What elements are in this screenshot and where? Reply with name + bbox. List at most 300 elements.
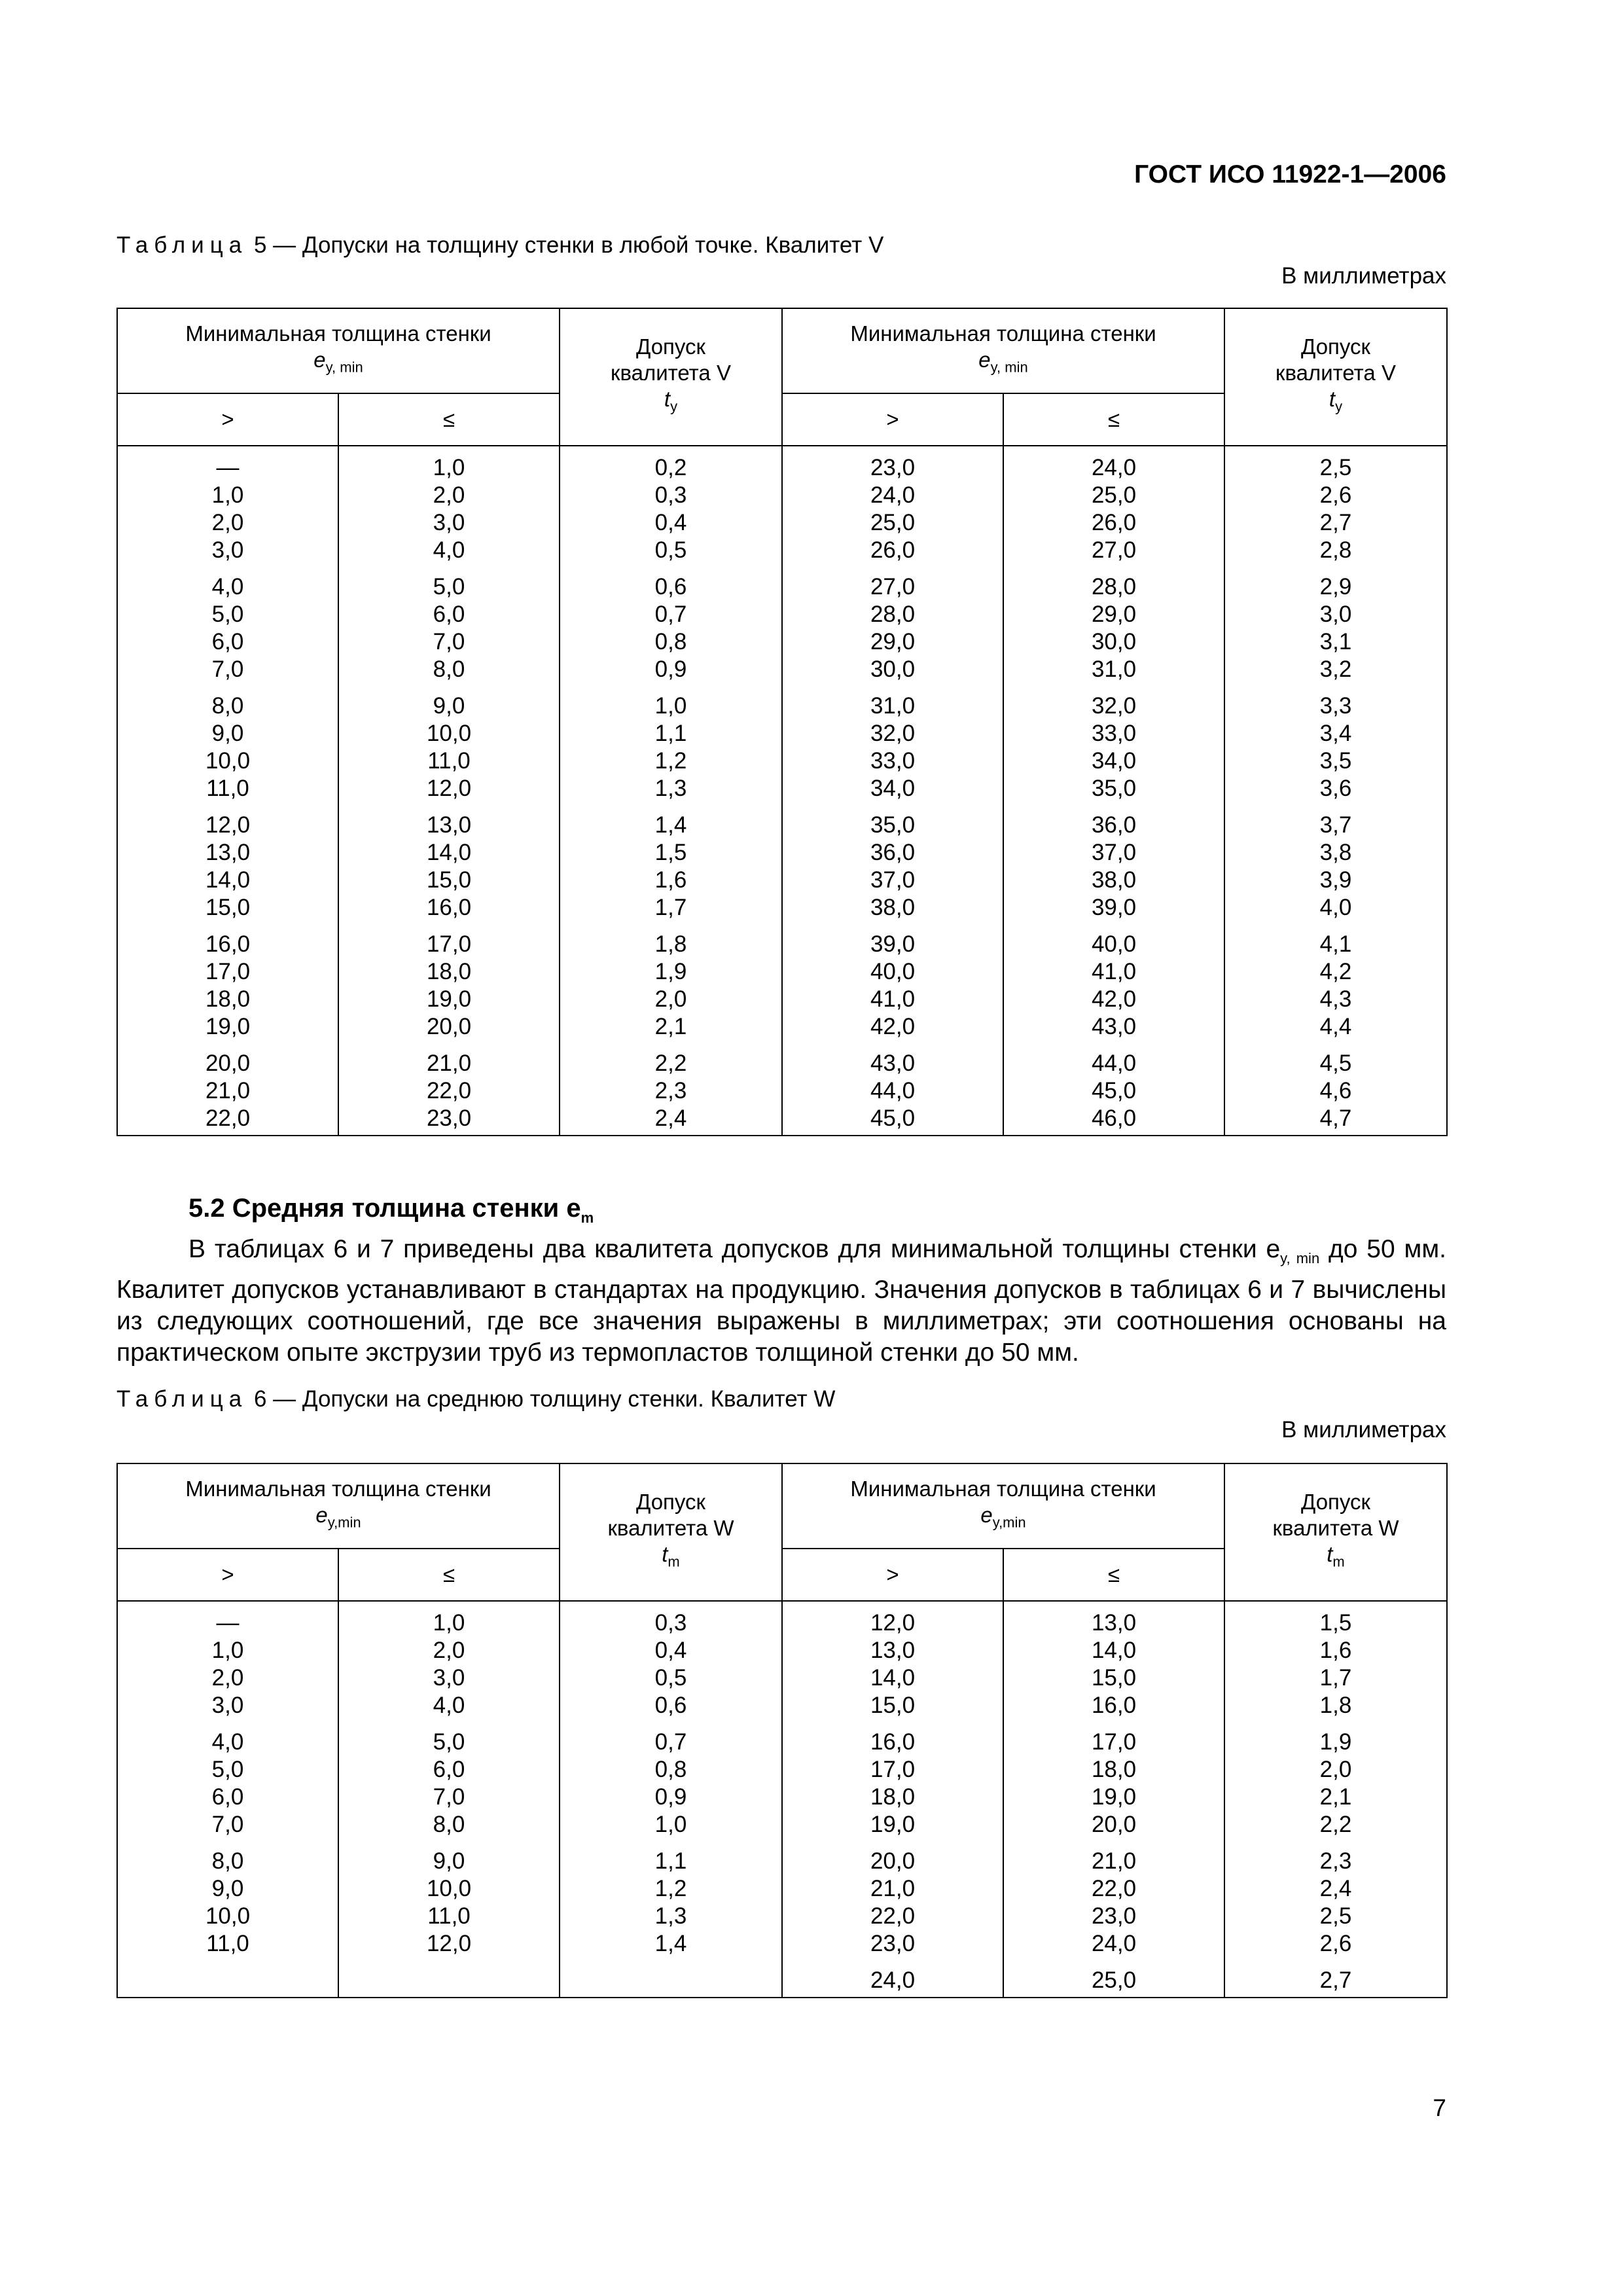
header-min-thickness-label: Минимальная толщина стенки (850, 1477, 1156, 1501)
header-tolerance-symbol: t (1327, 1542, 1333, 1567)
table-cell (338, 564, 560, 683)
cell-value: 2,4 (654, 1105, 687, 1131)
section-paragraph (116, 1234, 1446, 1369)
header-tolerance-line1: Допуск (1300, 1490, 1370, 1515)
cell-value: 2,3 (1319, 1848, 1352, 1874)
cell-value: 14,0 (426, 840, 472, 865)
section-heading (116, 1193, 1446, 1234)
cell-value: 21,0 (870, 1876, 916, 1901)
cell-value: 3,1 (1319, 629, 1352, 655)
cell-value: 13,0 (205, 840, 251, 865)
page-number: 7 (1433, 2094, 1446, 2121)
cell-value: 14,0 (1091, 1638, 1137, 1663)
table-cell (560, 1601, 782, 1719)
header-tolerance (1224, 308, 1447, 446)
table-cell (338, 1958, 560, 1998)
cell-value: 24,0 (1091, 1931, 1137, 1956)
cell-value: 18,0 (205, 986, 251, 1012)
cell-value: 45,0 (1091, 1078, 1137, 1103)
cell-value: 8,0 (433, 656, 465, 682)
cell-value: 21,0 (426, 1050, 472, 1076)
cell-value: 1,4 (654, 1931, 687, 1956)
header-tolerance-symbol-sub: m (1332, 1553, 1345, 1570)
cell-value: 7,0 (211, 1812, 244, 1837)
cell-value: 19,0 (426, 986, 472, 1012)
cell-value: 20,0 (426, 1014, 472, 1039)
cell-value: 1,2 (654, 748, 687, 774)
table-row-group (117, 802, 1447, 922)
cell-value: 0,5 (654, 537, 687, 563)
cell-value: 0,8 (654, 1757, 687, 1782)
cell-value: 2,2 (654, 1050, 687, 1076)
cell-value: 4,3 (1319, 986, 1352, 1012)
table-cell (117, 1601, 338, 1719)
cell-value: 1,2 (654, 1876, 687, 1901)
cell-value: 16,0 (205, 931, 251, 957)
cell-value: 1,7 (1319, 1665, 1352, 1691)
cell-value: 2,7 (1319, 510, 1352, 535)
cell-value: 13,0 (426, 812, 472, 838)
cell-value: 16,0 (426, 895, 472, 920)
cell-value: 9,0 (433, 1848, 465, 1874)
cell-value: 24,0 (1091, 455, 1137, 480)
cell-value: 16,0 (1091, 1693, 1137, 1718)
cell-value: 0,2 (654, 455, 687, 480)
cell-value: 2,4 (1319, 1876, 1352, 1901)
cell-value: 26,0 (1091, 510, 1137, 535)
table-cell (1224, 446, 1447, 564)
cell-value: 23,0 (1091, 1903, 1137, 1929)
cell-value: 20,0 (1091, 1812, 1137, 1837)
cell-value: 10,0 (426, 721, 472, 746)
table-cell (782, 564, 1003, 683)
cell-value: 4,0 (211, 574, 244, 600)
table-cell (1003, 1719, 1224, 1839)
table-cell (782, 1041, 1003, 1136)
cell-value: 31,0 (870, 693, 916, 719)
cell-value: 4,2 (1319, 959, 1352, 984)
header-min-thickness-label: Минимальная толщина стенки (185, 1477, 491, 1501)
table-cell (1003, 446, 1224, 564)
table-cell (117, 446, 338, 564)
table-cell (782, 1839, 1003, 1958)
table-cell (117, 1719, 338, 1839)
cell-value: 20,0 (870, 1848, 916, 1874)
table-cell (117, 683, 338, 802)
cell-value: 1,3 (654, 776, 687, 801)
cell-value: 36,0 (1091, 812, 1137, 838)
table-cell (1224, 802, 1447, 922)
cell-value: 1,8 (1319, 1693, 1352, 1718)
header-symbol-sub: y, min (325, 359, 363, 376)
cell-value: 1,9 (654, 959, 687, 984)
cell-value: 11,0 (206, 776, 249, 801)
cell-value: 0,7 (654, 1729, 687, 1755)
cell-value: 36,0 (870, 840, 916, 865)
cell-value: 6,0 (433, 601, 465, 627)
cell-value: 2,6 (1319, 1931, 1352, 1956)
cell-value: 3,0 (1319, 601, 1352, 627)
table-row-group (117, 1601, 1447, 1719)
header-tolerance-symbol-sub: y (1335, 398, 1343, 415)
table5-caption-text: 5 — Допуски на толщину стенки в любой точке. Квалитет V (247, 232, 884, 258)
header-less-equal: ≤ (338, 393, 560, 446)
cell-value: 37,0 (870, 867, 916, 893)
cell-value: 13,0 (1091, 1610, 1137, 1636)
cell-value: 11,0 (427, 748, 471, 774)
cell-value: 22,0 (205, 1105, 251, 1131)
header-tolerance-line2: квалитета W (607, 1516, 734, 1541)
cell-value: 29,0 (870, 629, 916, 655)
cell-value: 1,6 (1319, 1638, 1352, 1663)
table-cell (782, 1958, 1003, 1998)
cell-value: 8,0 (211, 1848, 244, 1874)
header-min-thickness (117, 1463, 560, 1549)
header-min-thickness-label: Минимальная толщина стенки (850, 321, 1156, 346)
cell-value: 6,0 (433, 1757, 465, 1782)
table-cell (560, 1958, 782, 1998)
cell-value: 0,7 (654, 601, 687, 627)
cell-value: 1,0 (211, 482, 244, 508)
cell-value: 8,0 (211, 693, 244, 719)
cell-value: 32,0 (870, 721, 916, 746)
cell-value: 2,0 (433, 482, 465, 508)
table-cell (560, 1041, 782, 1136)
table-cell (1003, 1601, 1224, 1719)
section-paragraph-sub: y, min (1280, 1249, 1320, 1266)
cell-value: 0,9 (654, 1784, 687, 1810)
cell-value: — (216, 455, 240, 480)
table-cell (782, 446, 1003, 564)
table-cell (782, 802, 1003, 922)
header-tolerance-symbol: t (1329, 387, 1336, 412)
table-cell (560, 802, 782, 922)
header-less-equal: ≤ (338, 1549, 560, 1601)
cell-value: 45,0 (870, 1105, 916, 1131)
cell-value: 2,0 (433, 1638, 465, 1663)
cell-value: 3,8 (1319, 840, 1352, 865)
cell-value: 19,0 (1091, 1784, 1137, 1810)
cell-value: 2,2 (1319, 1812, 1352, 1837)
cell-value: 6,0 (211, 629, 244, 655)
cell-value: 2,1 (654, 1014, 687, 1039)
header-tolerance-line1: Допуск (635, 1490, 705, 1515)
cell-value: 2,6 (1319, 482, 1352, 508)
table-cell (782, 922, 1003, 1041)
table-cell (338, 802, 560, 922)
cell-value: 19,0 (205, 1014, 251, 1039)
cell-value: 3,0 (433, 510, 465, 535)
cell-value: 14,0 (870, 1665, 916, 1691)
table-cell (117, 802, 338, 922)
cell-value: 16,0 (870, 1729, 916, 1755)
cell-value: 39,0 (1091, 895, 1137, 920)
cell-value: 9,0 (211, 721, 244, 746)
cell-value: 3,7 (1319, 812, 1352, 838)
cell-value: 38,0 (870, 895, 916, 920)
cell-value: 2,0 (654, 986, 687, 1012)
cell-value: 10,0 (205, 748, 251, 774)
cell-value: 23,0 (426, 1105, 472, 1131)
cell-value: 2,3 (654, 1078, 687, 1103)
cell-value: 4,0 (433, 537, 465, 563)
cell-value: 10,0 (426, 1876, 472, 1901)
header-min-thickness (782, 1463, 1224, 1549)
cell-value: 1,5 (1319, 1610, 1352, 1636)
header-tolerance-symbol: t (664, 387, 671, 412)
header-tolerance (560, 308, 782, 446)
cell-value: 3,0 (211, 537, 244, 563)
cell-value: 2,7 (1319, 1967, 1352, 1993)
cell-value: 34,0 (870, 776, 916, 801)
cell-value: 43,0 (1091, 1014, 1137, 1039)
header-symbol-sub: y,min (327, 1514, 361, 1531)
table-cell (117, 564, 338, 683)
cell-value: 5,0 (211, 601, 244, 627)
cell-value: 27,0 (870, 574, 916, 600)
table-cell (338, 1601, 560, 1719)
cell-value: 21,0 (205, 1078, 251, 1103)
table-row-group (117, 922, 1447, 1041)
cell-value: 23,0 (870, 455, 916, 480)
cell-value: 0,6 (654, 1693, 687, 1718)
cell-value: 19,0 (870, 1812, 916, 1837)
table-row-group (117, 564, 1447, 683)
cell-value: 6,0 (211, 1784, 244, 1810)
header-tolerance (1224, 1463, 1447, 1601)
cell-value: 15,0 (1091, 1665, 1137, 1691)
table-cell (1224, 564, 1447, 683)
cell-value: 41,0 (1091, 959, 1137, 984)
cell-value: 2,0 (211, 510, 244, 535)
cell-value: 40,0 (1091, 931, 1137, 957)
header-tolerance-symbol-sub: y (670, 398, 678, 415)
table-cell (117, 1041, 338, 1136)
table-cell (560, 683, 782, 802)
cell-value: 0,9 (654, 656, 687, 682)
cell-value: 15,0 (870, 1693, 916, 1718)
cell-value: 46,0 (1091, 1105, 1137, 1131)
cell-value: 1,4 (654, 812, 687, 838)
cell-value: 17,0 (870, 1757, 916, 1782)
table-cell (117, 922, 338, 1041)
cell-value: 22,0 (1091, 1876, 1137, 1901)
cell-value: 4,1 (1319, 931, 1352, 957)
cell-value: 15,0 (205, 895, 251, 920)
header-tolerance-symbol: t (662, 1542, 668, 1567)
header-less-equal: ≤ (1003, 1549, 1224, 1601)
cell-value: 44,0 (870, 1078, 916, 1103)
header-tolerance-line2: квалитета W (1272, 1516, 1399, 1541)
table-cell (1224, 683, 1447, 802)
header-min-thickness (782, 308, 1224, 393)
cell-value: 4,5 (1319, 1050, 1352, 1076)
cell-value: 17,0 (426, 931, 472, 957)
cell-value: 12,0 (870, 1610, 916, 1636)
cell-value: 1,6 (654, 867, 687, 893)
section-5-2 (116, 1193, 1446, 1369)
header-tolerance-line2: квалитета V (1275, 361, 1396, 386)
cell-value: 0,3 (654, 1610, 687, 1636)
header-greater-than: > (117, 1549, 338, 1601)
cell-value: 5,0 (211, 1757, 244, 1782)
cell-value: 26,0 (870, 537, 916, 563)
cell-value: 25,0 (870, 510, 916, 535)
table-cell (117, 1839, 338, 1958)
header-min-thickness-label: Минимальная толщина стенки (185, 321, 491, 346)
cell-value: 18,0 (426, 959, 472, 984)
cell-value: — (216, 1610, 240, 1636)
header-tolerance-line1: Допуск (635, 334, 705, 359)
cell-value: 28,0 (870, 601, 916, 627)
cell-value: 4,7 (1319, 1105, 1352, 1131)
cell-value: 18,0 (1091, 1757, 1137, 1782)
table-cell (1003, 802, 1224, 922)
cell-value: 11,0 (427, 1903, 471, 1929)
cell-value: 39,0 (870, 931, 916, 957)
header-greater-than: > (782, 1549, 1003, 1601)
table6-caption (116, 1386, 835, 1412)
table-row-group (117, 446, 1447, 564)
cell-value: 25,0 (1091, 482, 1137, 508)
table-row-group (117, 1041, 1447, 1136)
header-tolerance-line2: квалитета V (611, 361, 731, 386)
section-heading-sub: m (580, 1210, 594, 1226)
cell-value: 5,0 (433, 574, 465, 600)
cell-value: 24,0 (870, 1967, 916, 1993)
table-cell (1003, 1958, 1224, 1998)
table-cell (338, 1041, 560, 1136)
cell-value: 3,5 (1319, 748, 1352, 774)
table-cell (1003, 564, 1224, 683)
cell-value: 44,0 (1091, 1050, 1137, 1076)
cell-value: 1,0 (433, 455, 465, 480)
header-tolerance (560, 1463, 782, 1601)
cell-value: 4,0 (1319, 895, 1352, 920)
table-cell (560, 446, 782, 564)
cell-value: 43,0 (870, 1050, 916, 1076)
cell-value: 42,0 (870, 1014, 916, 1039)
table-cell (782, 683, 1003, 802)
cell-value: 9,0 (433, 693, 465, 719)
header-symbol-sub: y, min (990, 359, 1028, 376)
cell-value: 10,0 (205, 1903, 251, 1929)
cell-value: 35,0 (870, 812, 916, 838)
cell-value: 0,4 (654, 510, 687, 535)
cell-value: 27,0 (1091, 537, 1137, 563)
cell-value: 21,0 (1091, 1848, 1137, 1874)
header-greater-than: > (782, 393, 1003, 446)
header-less-equal: ≤ (1003, 393, 1224, 446)
table-cell (560, 1839, 782, 1958)
header-symbol: e (313, 348, 326, 372)
cell-value: 4,6 (1319, 1078, 1352, 1103)
cell-value: 1,8 (654, 931, 687, 957)
cell-value: 15,0 (426, 867, 472, 893)
cell-value: 0,8 (654, 629, 687, 655)
cell-value: 0,3 (654, 482, 687, 508)
cell-value: 3,2 (1319, 656, 1352, 682)
table-cell (1003, 1839, 1224, 1958)
table-cell (1224, 1601, 1447, 1719)
table5-caption-word: Таблица (116, 232, 248, 258)
cell-value: 4,0 (211, 1729, 244, 1755)
table5-caption (116, 232, 883, 259)
cell-value: 14,0 (205, 867, 251, 893)
cell-value: 1,0 (211, 1638, 244, 1663)
table-cell (338, 922, 560, 1041)
cell-value: 1,1 (654, 721, 687, 746)
table-cell (338, 683, 560, 802)
cell-value: 13,0 (870, 1638, 916, 1663)
cell-value: 4,0 (433, 1693, 465, 1718)
table-cell (1224, 1719, 1447, 1839)
cell-value: 3,3 (1319, 693, 1352, 719)
cell-value: 32,0 (1091, 693, 1137, 719)
table-cell (338, 1719, 560, 1839)
section-paragraph-part1: В таблицах 6 и 7 приведены два квалитета допусков для минимальной толщины стенки e (188, 1235, 1281, 1263)
table-row-group (117, 1719, 1447, 1839)
cell-value: 2,9 (1319, 574, 1352, 600)
table-cell (1224, 922, 1447, 1041)
table-row-group (117, 1958, 1447, 1998)
cell-value: 12,0 (426, 1931, 472, 1956)
cell-value: 0,4 (654, 1638, 687, 1663)
cell-value: 37,0 (1091, 840, 1137, 865)
cell-value: 1,5 (654, 840, 687, 865)
cell-value: 35,0 (1091, 776, 1137, 801)
cell-value: 1,9 (1319, 1729, 1352, 1755)
cell-value: 20,0 (205, 1050, 251, 1076)
section-paragraph-part2: до 50 мм. Квалитет допусков устанавливают в стандартах на продукцию. Значения допусков в таблицах 6 и 7 вычислены из следующих соотношений, где все значения выражены в миллиметрах; эти соотношения основаны на практическом опыте экструзии труб из термопластов толщиной стенки до 50 мм. (116, 1235, 1446, 1367)
cell-value: 2,8 (1319, 537, 1352, 563)
cell-value: 18,0 (870, 1784, 916, 1810)
cell-value: 2,0 (211, 1665, 244, 1691)
cell-value: 1,7 (654, 895, 687, 920)
cell-value: 12,0 (426, 776, 472, 801)
cell-value: 41,0 (870, 986, 916, 1012)
table-cell (1224, 1839, 1447, 1958)
cell-value: 17,0 (1091, 1729, 1137, 1755)
header-symbol-sub: y,min (992, 1514, 1026, 1531)
header-symbol: e (315, 1503, 328, 1528)
cell-value: 2,5 (1319, 455, 1352, 480)
cell-value: 24,0 (870, 482, 916, 508)
table6-caption-text: 6 — Допуски на среднюю толщину стенки. Квалитет W (247, 1386, 836, 1412)
table-cell (1224, 1041, 1447, 1136)
table-cell (1003, 1041, 1224, 1136)
cell-value: 25,0 (1091, 1967, 1137, 1993)
cell-value: 8,0 (433, 1812, 465, 1837)
table5-units: В миллиметрах (1281, 263, 1446, 289)
header-symbol: e (980, 1503, 993, 1528)
cell-value: 31,0 (1091, 656, 1137, 682)
cell-value: 0,5 (654, 1665, 687, 1691)
cell-value: 1,0 (654, 1812, 687, 1837)
cell-value: 3,9 (1319, 867, 1352, 893)
cell-value: 33,0 (870, 748, 916, 774)
cell-value: 1,3 (654, 1903, 687, 1929)
header-min-thickness (117, 308, 560, 393)
table-cell (560, 564, 782, 683)
cell-value: 0,6 (654, 574, 687, 600)
header-symbol: e (978, 348, 991, 372)
table-cell (782, 1601, 1003, 1719)
cell-value: 1,0 (433, 1610, 465, 1636)
table-cell (117, 1958, 338, 1998)
cell-value: 28,0 (1091, 574, 1137, 600)
cell-value: 34,0 (1091, 748, 1137, 774)
